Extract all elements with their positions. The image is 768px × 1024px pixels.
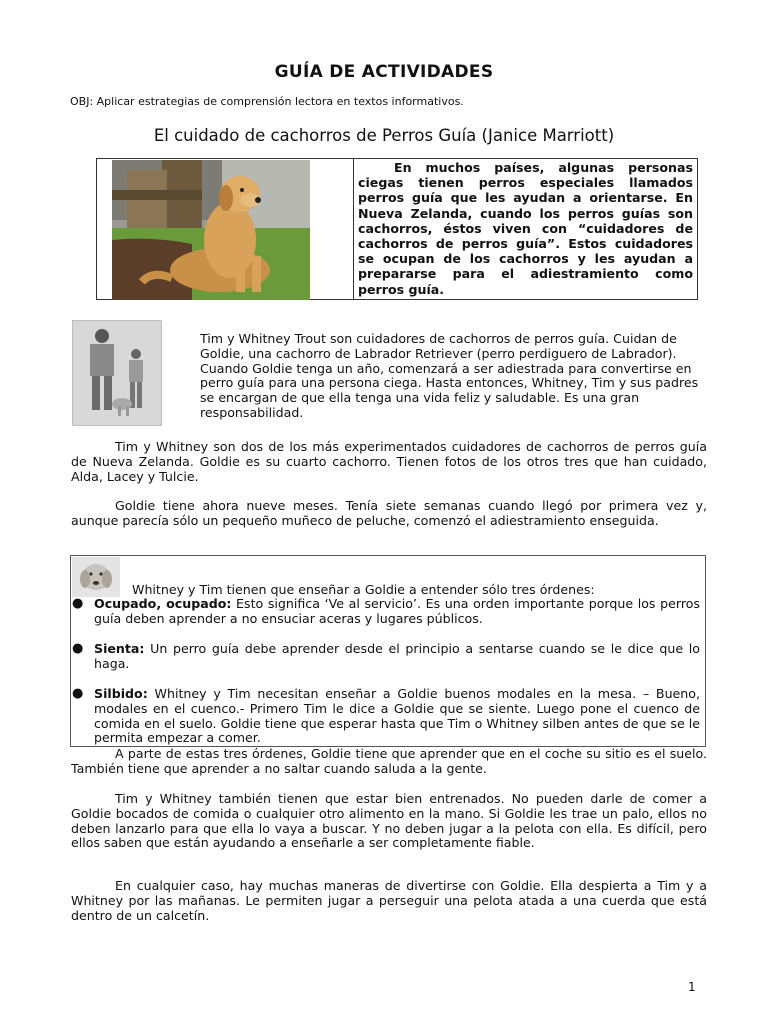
article-title: El cuidado de cachorros de Perros Guía (Janice Marriott)	[153, 126, 615, 145]
paragraph-6: En cualquier caso, hay muchas maneras de divertirse con Goldie. Ella despierta a Tim y a Whitney por las mañanas. Le permiten jugar a perseguir una pelota atada a una cuerda que está dentro de un calcetín.	[71, 878, 707, 923]
order-term: Sienta:	[94, 641, 145, 656]
order-text: Esto significa ‘Ve al servicio’. Es una orden importante porque los perros guía deben aprender a no ensuciar aceras y lugares públicos.	[94, 596, 700, 626]
puppy-photo	[112, 160, 310, 300]
order-text: Whitney y Tim necesitan enseñar a Goldie buenos modales en la mesa. – Bueno, modales en el cuenco.- Primero Tim le dice a Goldie que se siente. Luego pone el cuenco de comida en el suelo. Goldie tiene que esperar hasta que Tim o Whitney silben antes de que se le permita empezar a comer.	[94, 686, 700, 746]
order-item	[72, 686, 700, 746]
order-text: Un perro guía debe aprender desde el principio a sentarse cuando se le dice que lo haga.	[94, 641, 700, 671]
order-term: Ocupado, ocupado:	[94, 596, 232, 611]
dog-head-photo	[72, 557, 120, 597]
bullet-icon: ●	[72, 641, 84, 656]
bullet-icon: ●	[72, 596, 84, 611]
paragraph-5: Tim y Whitney también tienen que estar bien entrenados. No pueden darle de comer a Goldie bocados de comida o cualquier otro alimento en la mano. Si Goldie les trae un palo, ellos no deben lanzarlo para que ella lo vaya a buscar. Y no deben jugar a la pelota con ella. Es difícil, pero ellos saben que están ayudando a enseñarle a ser completamente fiable.	[71, 791, 707, 851]
intro-divider	[353, 159, 354, 299]
order-item	[72, 596, 700, 627]
paragraph-3: Goldie tiene ahora nueve meses. Tenía siete semanas cuando llegó por primera vez y, aunque parecía sólo un pequeño muñeco de peluche, comenzó el adiestramiento enseguida.	[71, 498, 707, 528]
intro-box	[96, 158, 698, 300]
intro-text: En muchos países, algunas personas ciegas tienen perros especiales llamados perros guía que les ayudan a orientarse. En Nueva Zelanda, cuando los perros guías son cachorros, éstos viven con “cuidadores de cachorros de perros guía”. Estos cuidadores se ocupan de los cachorros y les ayudan a prepararse para el adiestramiento como perros guía.	[358, 160, 693, 297]
order-term: Silbido:	[94, 686, 148, 701]
paragraph-2: Tim y Whitney son dos de los más experimentados cuidadores de cachorros de perros guía de Nueva Zelanda. Goldie es su cuarto cachorro. Tienen fotos de los otros tres que han cuidado, Alda, Lacey y Tulcie.	[71, 439, 707, 484]
paragraph-4: A parte de estas tres órdenes, Goldie tiene que aprender que en el coche su sitio es el suelo. También tiene que aprender a no saltar cuando saluda a la gente.	[71, 746, 707, 776]
page-number: 1	[688, 980, 696, 994]
bullet-icon: ●	[72, 686, 84, 701]
order-item	[72, 641, 700, 672]
family-photo	[72, 320, 162, 426]
paragraph-1: Tim y Whitney Trout son cuidadores de cachorros de perros guía. Cuidan de Goldie, una cachorro de Labrador Retriever (perro perdiguero de Labrador). Cuando Goldie tenga un año, comenzará a ser adiestrada para convertirse en perro guía para una persona ciega. Hasta entonces, Whitney, Tim y sus padres se encargan de que ella tenga una vida feliz y saludable. Es una gran responsabilidad.	[200, 331, 699, 420]
orders-intro: Whitney y Tim tienen que enseñar a Goldie a entender sólo tres órdenes:	[132, 582, 595, 597]
page-title: GUÍA DE ACTIVIDADES	[274, 62, 494, 82]
objective-line: OBJ: Aplicar estrategias de comprensión lectora en textos informativos.	[70, 95, 464, 108]
